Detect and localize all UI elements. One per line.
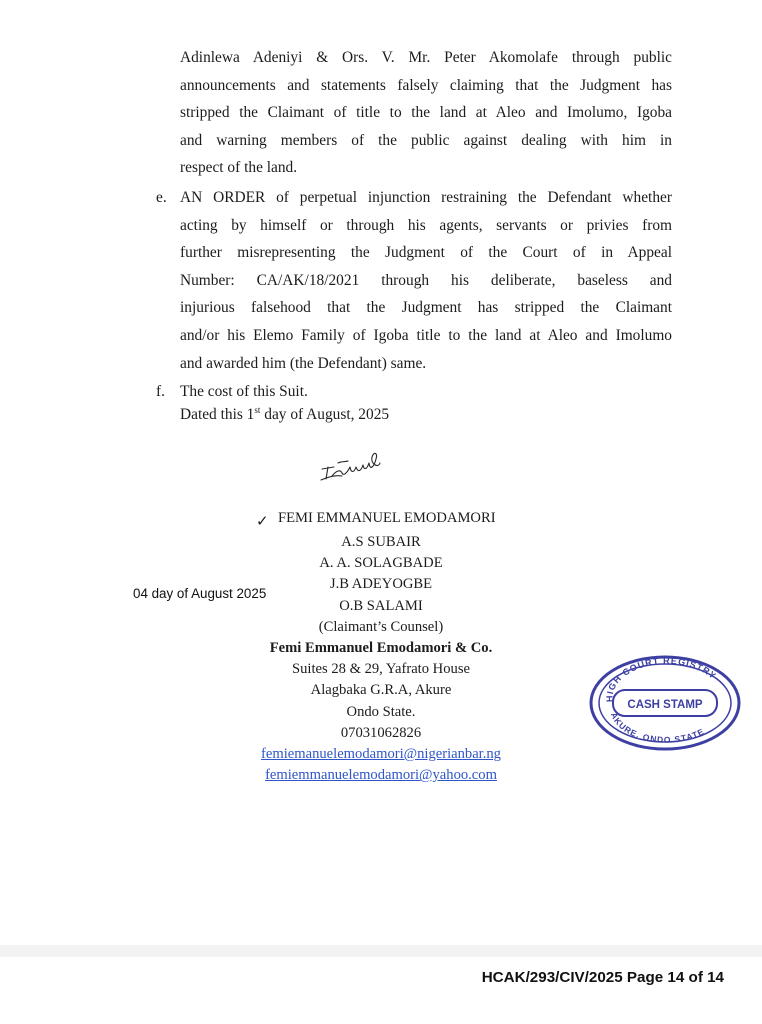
paragraph-line: announcements and statements falsely claiming that the Judgment has	[180, 76, 672, 94]
counsel-name: A. A. SOLAGBADE	[319, 555, 443, 572]
counsel-name: O.B SALAMI	[339, 597, 423, 614]
dated-superscript: st	[254, 405, 261, 415]
paragraph-line: stripped the Claimant of title to the land at Aleo and Imolumo, Igoba	[180, 104, 672, 122]
check-mark-icon: ✓	[256, 512, 269, 530]
counsel-lead-name: FEMI EMMANUEL EMODAMORI	[278, 510, 496, 526]
paragraph-d	[180, 44, 672, 182]
paragraph-line: and warning members of the public against dealing with him in	[180, 131, 672, 149]
dated-line	[180, 405, 389, 424]
firm-name: Femi Emmanuel Emodamori & Co.	[269, 640, 493, 657]
stamp-top-text: HIGH COURT REGISTRY	[604, 655, 719, 703]
paragraph-line: acting by himself or through his agents, servants or privies from	[180, 216, 672, 234]
stamp-bottom-text: AKURE, ONDO STATE	[608, 710, 707, 745]
paragraph-line: and awarded him (the Defendant) same.	[180, 354, 427, 372]
dated-text-before: Dated this 1	[180, 406, 255, 423]
email-link[interactable]: femiemmanuelemodamori@yahoo.com	[265, 767, 497, 784]
address-line: Ondo State.	[346, 703, 416, 720]
address-line: Alagbaka G.R.A, Akure	[310, 682, 452, 699]
list-marker: e.	[156, 189, 167, 206]
paragraph-f	[156, 378, 672, 406]
email-link[interactable]: femiemanuelemodamori@nigerianbar.ng	[261, 746, 501, 763]
filing-date-stamp: 04 day of August 2025	[133, 586, 267, 601]
paragraph-line: Adinlewa Adeniyi & Ors. V. Mr. Peter Akomolafe through public	[180, 49, 672, 66]
list-marker: f.	[156, 383, 165, 400]
dated-text-after: day of August, 2025	[260, 406, 390, 423]
paragraph-line: further misrepresenting the Judgment of the Court of in Appeal	[180, 244, 672, 262]
page-footer: HCAK/293/CIV/2025 Page 14 of 14	[481, 969, 724, 986]
cash-stamp-seal	[585, 652, 745, 754]
counsel-name: J.B ADEYOGBE	[329, 576, 433, 593]
paragraph-line: respect of the land.	[180, 159, 298, 177]
counsel-role: (Claimant’s Counsel)	[318, 618, 444, 635]
paragraph-line: and/or his Elemo Family of Igoba title to the land at Aleo and Imolumo	[180, 326, 672, 344]
paragraph-e	[156, 184, 672, 377]
handwritten-signature	[318, 449, 384, 487]
paragraph-line: The cost of this Suit.	[180, 383, 308, 400]
phone-number: 07031062826	[340, 724, 422, 741]
address-line: Suites 28 & 29, Yafrato House	[292, 661, 470, 678]
footer-divider	[0, 945, 762, 957]
counsel-block	[230, 532, 532, 786]
counsel-name: A.S SUBAIR	[341, 534, 421, 550]
paragraph-line: AN ORDER of perpetual injunction restraining the Defendant whether	[180, 189, 672, 206]
paragraph-line: Number: CA/AK/18/2021 through his deliberate, baseless and	[180, 271, 672, 289]
paragraph-line: injurious falsehood that the Judgment has stripped the Claimant	[180, 299, 672, 317]
stamp-center-text: CASH STAMP	[627, 699, 703, 711]
